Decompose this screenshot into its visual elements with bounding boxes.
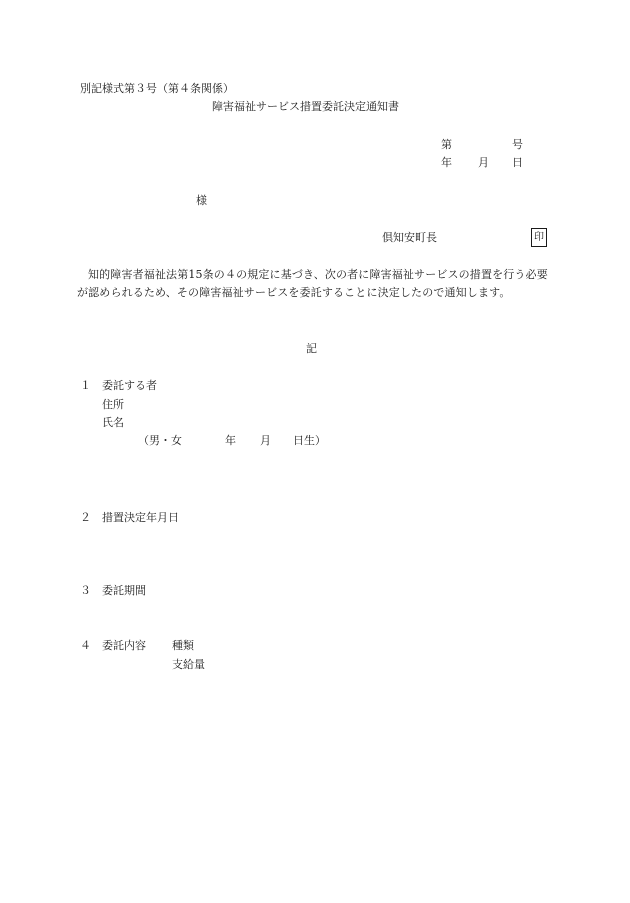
item-2-number: ２ [80,511,91,524]
date-month: 月 [478,156,489,169]
item-4-heading: 委託内容 [102,639,146,652]
date-year: 年 [441,156,452,169]
item-2-heading: 措置決定年月日 [102,511,179,524]
ki-heading: 記 [306,342,317,355]
issuer-name: 倶知安町長 [382,231,437,244]
item-1-number: １ [80,379,91,392]
content-amount-label: 支給量 [172,658,205,671]
item-3-heading: 委託期間 [102,584,146,597]
date-day: 日 [512,156,523,169]
notice-body: 知的障害者福祉法第15条の４の規定に基づき、次の者に障害福祉サービスの措置を行う必要が認められるため、その障害福祉サービスを委託することに決定したので通知します。 [77,268,548,299]
person-address-label: 住所 [102,398,124,411]
birth-year-label: 年 [225,434,236,447]
birth-month-label: 月 [260,434,271,447]
seal-stamp: 印 [531,228,547,247]
item-3-number: ３ [80,584,91,597]
person-name-label: 氏名 [102,416,124,429]
item-4-number: ４ [80,639,91,652]
content-kind-label: 種類 [172,639,194,652]
person-sex-label: （男・女 [138,434,182,447]
item-1-heading: 委託する者 [102,379,157,392]
form-label: 別記様式第３号（第４条関係） [80,82,234,95]
doc-number-prefix: 第 [441,138,452,151]
doc-number-suffix: 号 [512,138,523,151]
addressee-suffix: 様 [196,194,207,207]
document-title: 障害福祉サービス措置委託決定通知書 [212,100,399,113]
birth-day-label: 日生） [293,434,326,447]
